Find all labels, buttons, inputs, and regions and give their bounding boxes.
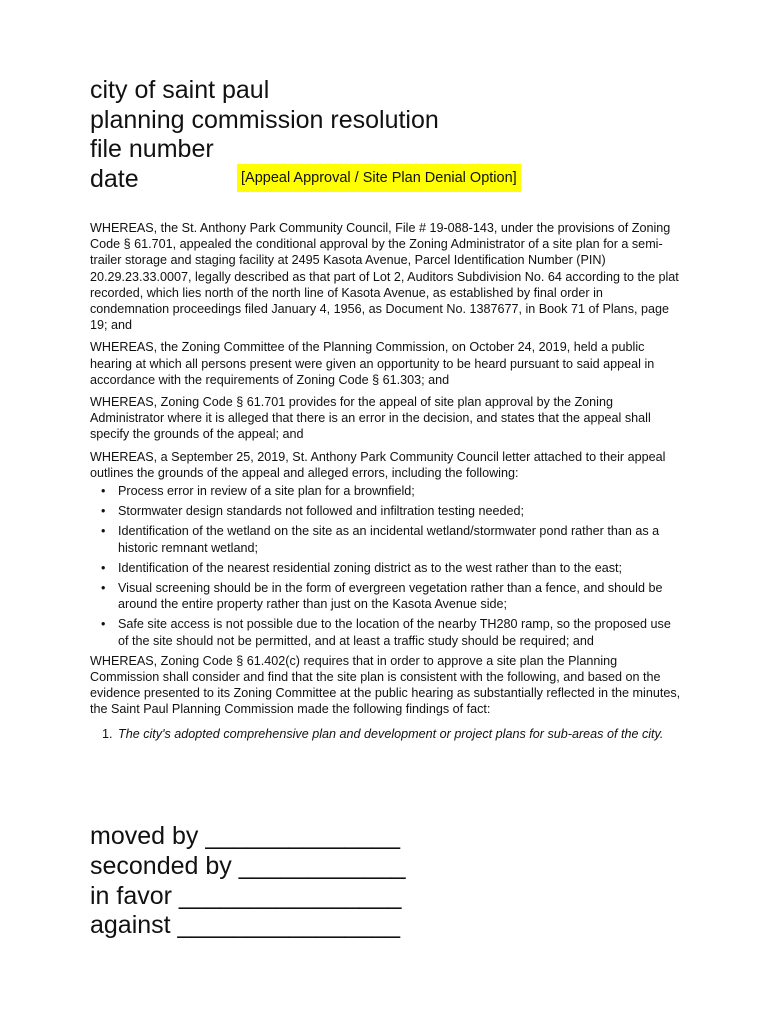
vote-section [90, 822, 406, 941]
list-item: • Safe site access is not possible due to the location of the nearby TH280 ramp, so the proposed use of the site should not be permitted, and at least a traffic study should be required; and [101, 617, 671, 648]
whereas-paragraph-3: WHEREAS, Zoning Code § 61.701 provides for the appeal of site plan approval by the Zoning Administrator where it is alleged that there is an error in the decision, and states that the appeal shall specify the grounds of the appeal; and [90, 395, 651, 442]
option-highlight-badge: [Appeal Approval / Site Plan Denial Option] [237, 164, 521, 192]
list-item: • Identification of the nearest residential zoning district as to the west rather than to the east; [101, 560, 623, 575]
finding-item [90, 726, 684, 742]
against-line: against ________________ [90, 911, 401, 940]
list-item: • Visual screening should be in the form of evergreen vegetation rather than a fence, and should be around the entire property rather than just on the Kasota Avenue side; [101, 581, 663, 612]
finding-text: The city's adopted comprehensive plan and development or project plans for sub-areas of the city. [118, 726, 664, 741]
resolution-header [90, 76, 690, 194]
moved-by-line: moved by ______________ [90, 822, 400, 850]
bullet-icon: • [101, 617, 106, 632]
list-item: • Stormwater design standards not followed and infiltration testing needed; [101, 504, 525, 519]
whereas-paragraph-2: WHEREAS, the Zoning Committee of the Planning Commission, on October 24, 2019, held a public hearing at which all persons present were given an opportunity to be heard pursuant to said appeal in accordance with the requirements of Zoning Code § 61.303; and [90, 340, 655, 387]
bullet-icon: • [101, 484, 106, 499]
whereas-paragraph-5: WHEREAS, Zoning Code § 61.402(c) requires that in order to approve a site plan the Planning Commission shall consider and find that the site plan is consistent with the following, and based on the evidence presented to its Zoning Committee at the public hearing as substantially reflected in the minutes, the Saint Paul Planning Commission made the following findings of fact: [90, 653, 681, 717]
in-favor-line: in favor ________________ [90, 881, 402, 910]
appeal-grounds-list [90, 483, 684, 649]
header-city: city of saint paul [90, 76, 270, 104]
finding-number: 1. [102, 726, 113, 741]
bullet-icon: • [101, 524, 106, 539]
header-date: date [90, 164, 139, 193]
whereas-paragraph-1: WHEREAS, the St. Anthony Park Community Council, File # 19-088-143, under the provisions of Zoning Code § 61.701, appealed the conditional approval by the Zoning Administrator of a site plan for a semi-trailer storage and staging facility at 2495 Kasota Avenue, Parcel Identification Number (PIN) 20.29.23.33.0007, legally described as that part of Lot 2, Auditors Subdivision No. 64 according to the plat recorded, which lies north of the north line of Kasota Avenue, as established by final order in condemnation proceedings filed January 4, 1956, as Document No. 1387677, in Book 71 of Plans, page 19; and [90, 221, 679, 333]
resolution-body [90, 220, 684, 742]
header-date-row [90, 165, 690, 195]
seconded-by-line: seconded by ____________ [90, 851, 406, 880]
header-commission: planning commission resolution [90, 105, 439, 134]
list-item: • Identification of the wetland on the site as an incidental wetland/stormwater pond rather than as a historic remnant wetland; [101, 524, 660, 555]
bullet-icon: • [101, 581, 106, 596]
bullet-icon: • [101, 560, 106, 575]
findings-list [90, 726, 684, 742]
header-file-number: file number [90, 135, 214, 163]
bullet-icon: • [101, 504, 106, 519]
list-item: • Process error in review of a site plan for a brownfield; [101, 484, 415, 499]
whereas-paragraph-4: WHEREAS, a September 25, 2019, St. Anthony Park Community Council letter attached to their appeal outlines the grounds of the appeal and alleged errors, including the following: [90, 449, 666, 480]
